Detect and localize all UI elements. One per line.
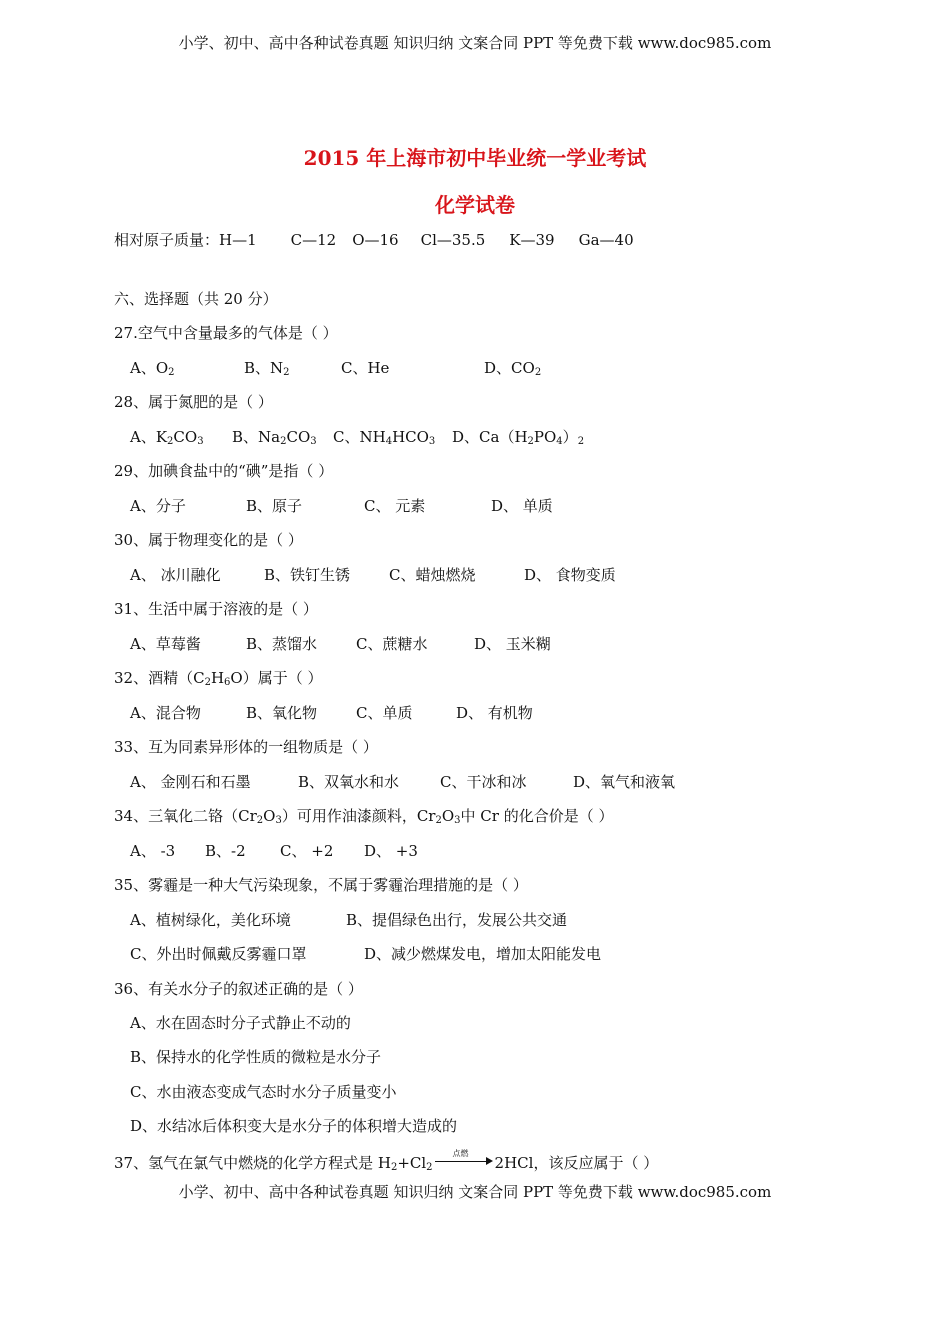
q35-option-b: B、提倡绿色出行，发展公共交通	[346, 911, 568, 929]
q35-option-c: C、外出时佩戴反雾霾口罩	[130, 945, 307, 963]
q28-option-b: B、$Na_2CO_3$	[232, 428, 317, 447]
q33-option-d: D、氧气和液氧	[573, 773, 676, 791]
q32-option-a: A、混合物	[130, 704, 201, 722]
q33-stem: 33、互为同素异形体的一组物质是（ ）	[114, 738, 378, 756]
q28-option-a: A、$K_2CO_3$	[130, 428, 204, 447]
atomic-mass-k: K—39	[509, 231, 555, 249]
q28-stem: 28、属于氮肥的是（ ）	[114, 393, 273, 411]
q30-stem: 30、属于物理变化的是（ ）	[114, 531, 303, 549]
q35-option-d: D、减少燃煤发电，增加太阳能发电	[364, 945, 602, 963]
q32-option-b: B、氧化物	[246, 704, 318, 722]
atomic-mass-ga: Ga—40	[578, 231, 634, 249]
reaction-condition: 点燃	[452, 1149, 469, 1158]
q28-option-d: D、$Ca(H_2PO_4)_2$	[452, 428, 585, 447]
atomic-mass-cl: Cl—35.5	[420, 231, 486, 249]
page-header: 小学、初中、高中各种试卷真题 知识归纳 文案合同 PPT 等免费下载 www.doc985.com	[178, 34, 772, 52]
q30-option-d: D、 食物变质	[524, 566, 616, 584]
q27-option-a: A、$O_2$	[130, 359, 175, 378]
q33-option-a: A、 金刚石和石墨	[130, 773, 251, 791]
q35-option-a: A、植树绿化，美化环境	[130, 911, 291, 929]
q27-option-b: B、$N_2$	[244, 359, 290, 378]
q35-stem: 35、雾霾是一种大气污染现象，不属于雾霾治理措施的是（ ）	[114, 876, 528, 894]
q31-option-a: A、草莓酱	[130, 635, 201, 653]
q34-option-a: A、 -3	[130, 842, 176, 860]
page-footer: 小学、初中、高中各种试卷真题 知识归纳 文案合同 PPT 等免费下载 www.doc985.com	[178, 1183, 772, 1201]
q31-stem: 31、生活中属于溶液的是（ ）	[114, 600, 318, 618]
q32-option-c: C、单质	[356, 704, 413, 722]
q36-stem: 36、有关水分子的叙述正确的是（ ）	[114, 980, 363, 998]
q36-option-a: A、水在固态时分子式静止不动的	[130, 1014, 351, 1032]
q29-option-d: D、 单质	[491, 497, 553, 515]
q36-option-d: D、水结冰后体积变大是水分子的体积增大造成的	[130, 1117, 458, 1135]
q33-option-b: B、双氧水和水	[298, 773, 400, 791]
atomic-mass-line	[114, 229, 634, 250]
q30-option-b: B、铁钉生锈	[264, 566, 351, 584]
q31-option-b: B、蒸馏水	[246, 635, 318, 653]
q34-option-d: D、 +3	[364, 842, 418, 860]
q32-option-d: D、 有机物	[456, 704, 533, 722]
q32-stem: 32、酒精$(C_2H_6O)$属于（ ）	[114, 669, 323, 688]
q33-option-c: C、干冰和冰	[440, 773, 527, 791]
q27-stem: 27.空气中含量最多的气体是（ ）	[114, 324, 338, 342]
q28-option-c: C、$NH_4HCO_3$	[333, 428, 436, 447]
atomic-mass-c: C—12	[290, 231, 337, 249]
exam-subtitle: 化学试卷	[435, 193, 515, 217]
q34-option-b: B、-2	[205, 842, 246, 860]
q27-option-c: C、He	[341, 359, 390, 377]
atomic-mass-h: H—1	[219, 231, 257, 249]
q34-option-c: C、 +2	[280, 842, 334, 860]
atomic-mass-o: O—16	[352, 231, 399, 249]
atomic-mass-label: 相对原子质量：	[114, 231, 220, 249]
q34-stem: 34、三氧化二铬$(Cr_2O_3)$可用作油漆颜料，$Cr_2O_3$中 Cr 的化合价是（ ）	[114, 807, 614, 826]
q29-option-a: A、分子	[130, 497, 186, 515]
q27-option-d: D、$CO_2$	[484, 359, 542, 378]
q30-option-c: C、蜡烛燃烧	[389, 566, 476, 584]
q29-option-b: B、原子	[246, 497, 303, 515]
section-heading: 六、选择题（共 20 分）	[114, 290, 278, 308]
q29-stem: 29、加碘食盐中的“碘”是指（ ）	[114, 462, 334, 480]
q36-option-b: B、保持水的化学性质的微粒是水分子	[130, 1048, 382, 1066]
exam-title: 2015 年上海市初中毕业统一学业考试	[303, 146, 647, 170]
q37-stem: 37、氢气在氯气中燃烧的化学方程式是 $H_2+Cl_2$ 点燃 2HCl，该反应属于（ ）	[114, 1149, 659, 1173]
q31-option-c: C、蔗糖水	[356, 635, 428, 653]
reaction-arrow	[435, 1149, 493, 1166]
q31-option-d: D、 玉米糊	[474, 635, 551, 653]
q36-option-c: C、水由液态变成气态时水分子质量变小	[130, 1083, 397, 1101]
q29-option-c: C、 元素	[364, 497, 426, 515]
q30-option-a: A、 冰川融化	[130, 566, 221, 584]
